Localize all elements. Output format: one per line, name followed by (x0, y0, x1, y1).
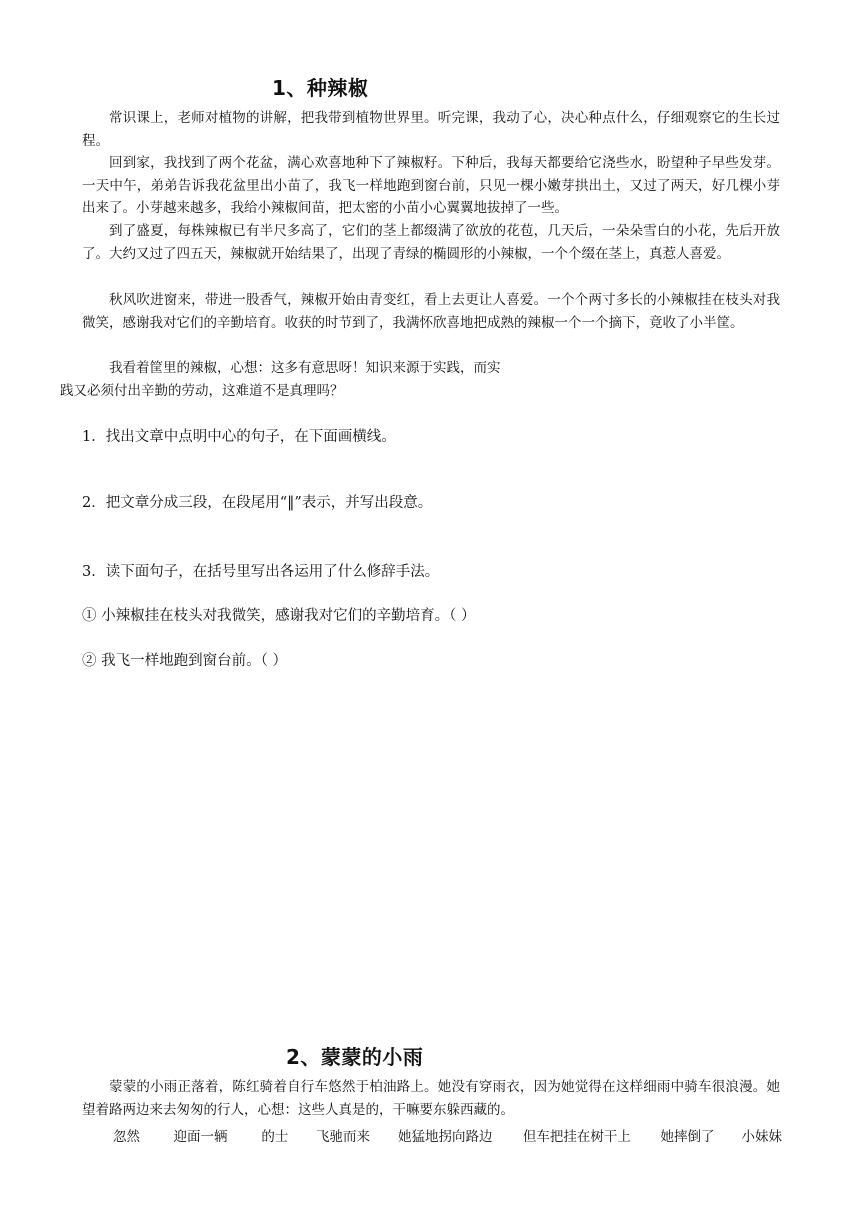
article1-title: 1、种辣椒 (272, 76, 369, 100)
fragment-1: 忽然 (113, 1129, 140, 1145)
fragment-8: 小妹妹 (741, 1129, 782, 1145)
fragment-7: 她摔倒了 (660, 1129, 715, 1145)
article2-fragment-row (82, 1125, 782, 1145)
article1-paragraph-2: 回到家，我找到了两个花盆，满心欢喜地种下了辣椒籽。下种后，我每天都要给它浇些水，盼望种子早些发芽。一天中午，弟弟告诉我花盆里出小苗了，我飞一样地跑到窗台前，只见一棵小嫩芽拱出土，又过了两天，好几棵小芽出来了。小芽越来越多，我给小辣椒间苗，把太密的小苗小心翼翼地拔掉了一些。 (82, 155, 780, 216)
article1-paragraph-3: 到了盛夏，每株辣椒已有半尺多高了，它们的茎上都缀满了欲放的花苞，几天后，一朵朵雪白的小花，先后开放了。大约又过了四五天，辣椒就开始结果了，出现了青绿的椭圆形的小辣椒，一个个缀在茎上，真惹人喜爱。 (82, 223, 780, 262)
question-2: 2．把文章分成三段，在段尾用“‖”表示，并写出段意。 (82, 495, 433, 511)
fragment-3: 的士 (261, 1129, 289, 1145)
question-3-item-1: ① 小辣椒挂在枝头对我微笑，感谢我对它们的辛勤培育。（ ） (82, 608, 476, 624)
article1-paragraph-1: 常识课上，老师对植物的讲解，把我带到植物世界里。听完课，我动了心，决心种点什么，仔细观察它的生长过程。 (82, 110, 780, 149)
fragment-2: 迎面一辆 (173, 1129, 228, 1145)
article1-paragraph-5-line-1: 我看着筐里的辣椒，心想：这多有意思呀！知识来源于实践，而实 (109, 360, 501, 376)
question-3: 3．读下面句子，在括号里写出各运用了什么修辞手法。 (82, 564, 440, 580)
question-1: 1．找出文章中点明中心的句子，在下面画横线。 (82, 429, 396, 445)
fragment-4: 飞驰而来 (315, 1129, 370, 1145)
article1-paragraph-5 (60, 357, 780, 402)
article1-paragraph-4: 秋风吹进窗来，带进一股香气，辣椒开始由青变红，看上去更让人喜爱。一个个两寸多长的小辣椒挂在枝头对我微笑，感谢我对它们的辛勤培育。收获的时节到了，我满怀欣喜地把成熟的辣椒一个一个摘下，竟收了小半筐。 (82, 292, 780, 331)
article2-title: 2、蒙蒙的小雨 (286, 1045, 424, 1069)
fragment-5: 她猛地拐向路边 (397, 1129, 493, 1145)
question-3-item-2: ② 我飞一样地跑到窗台前。（ ） (82, 653, 287, 669)
fragment-6: 但车把挂在树干上 (522, 1129, 631, 1145)
article1-paragraph-5-line-2: 践又必须付出辛勤的劳动，这难道不是真理吗？ (60, 382, 344, 399)
article2-paragraph-1: 蒙蒙的小雨正落着，陈红骑着自行车悠然于柏油路上。她没有穿雨衣，因为她觉得在这样细雨中骑车很浪漫。她望着路两边来去匆匆的行人，心想：这些人真是的，干嘛要东躲西藏的。 (82, 1079, 780, 1118)
